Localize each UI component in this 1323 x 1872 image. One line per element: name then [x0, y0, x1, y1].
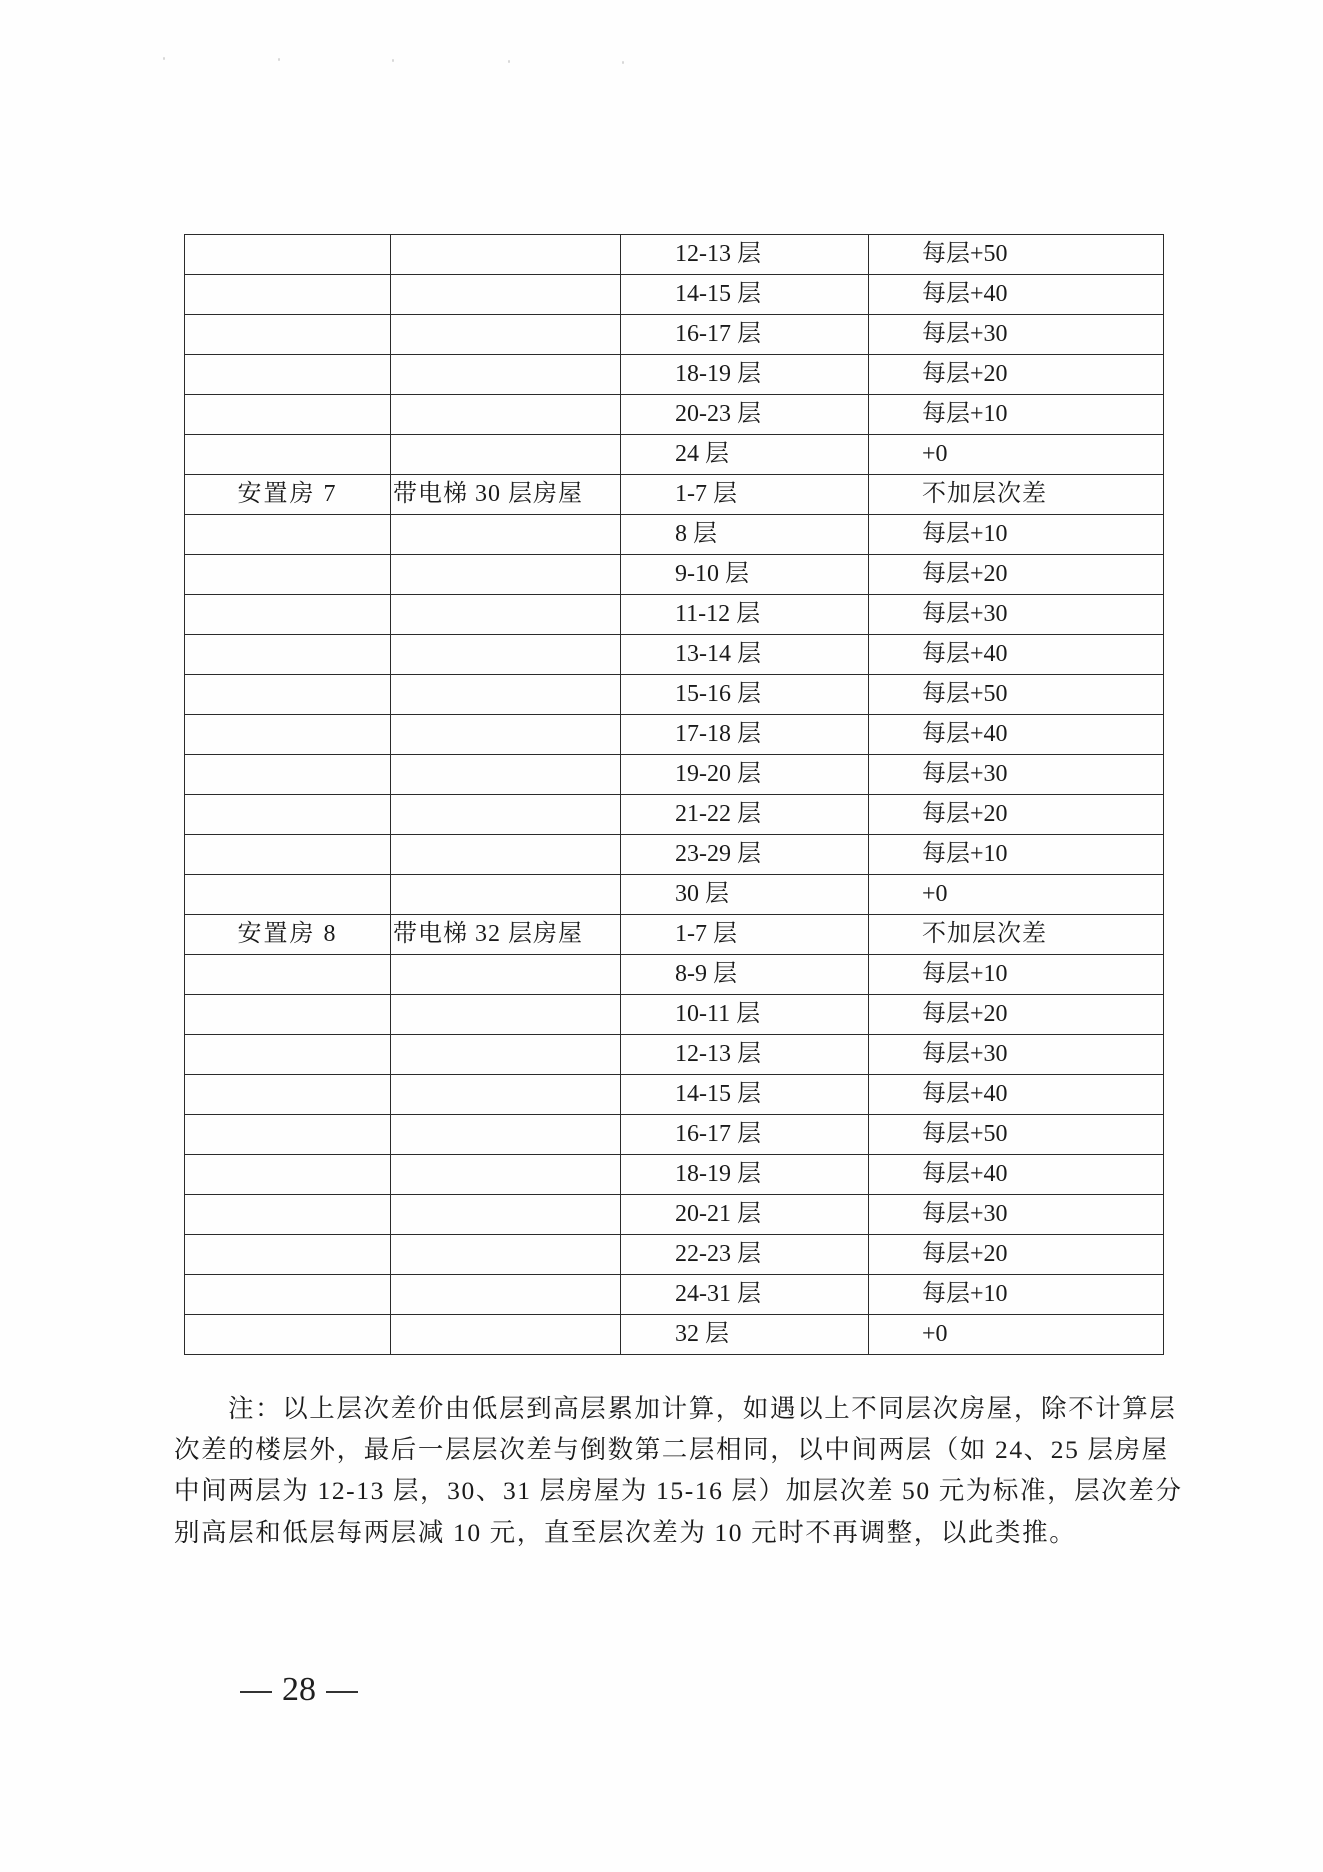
scan-artifact	[163, 57, 165, 60]
note-line: 别高层和低层每两层减 10 元，直至层次差为 10 元时不再调整，以此类推。	[174, 1517, 1077, 1547]
cell-floor-difference: 每层+10	[869, 395, 1164, 435]
cell-house-type	[391, 555, 621, 595]
cell-building	[185, 1155, 391, 1195]
cell-house-type	[391, 1155, 621, 1195]
table-note	[174, 1388, 1183, 1553]
table-row	[185, 835, 1164, 875]
table-row	[185, 1075, 1164, 1115]
cell-floors: 1-7 层	[621, 915, 869, 955]
cell-house-type	[391, 675, 621, 715]
cell-building	[185, 275, 391, 315]
table-row	[185, 915, 1164, 955]
cell-house-type	[391, 355, 621, 395]
cell-building	[185, 595, 391, 635]
cell-house-type	[391, 1235, 621, 1275]
cell-floors: 10-11 层	[621, 995, 869, 1035]
table-row	[185, 435, 1164, 475]
scan-artifact	[622, 61, 624, 64]
cell-floor-difference: 每层+30	[869, 1195, 1164, 1235]
cell-floors: 19-20 层	[621, 755, 869, 795]
table-row	[185, 1155, 1164, 1195]
cell-building	[185, 1035, 391, 1075]
scan-artifact	[392, 59, 394, 62]
table-row	[185, 515, 1164, 555]
page-number-dash-left	[240, 1691, 272, 1693]
cell-building	[185, 355, 391, 395]
cell-building: 安置房 8	[185, 915, 391, 955]
cell-building	[185, 1315, 391, 1355]
cell-floor-difference: 每层+20	[869, 795, 1164, 835]
table-row	[185, 595, 1164, 635]
table-row	[185, 1115, 1164, 1155]
note-line: 注：以上层次差价由低层到高层累加计算，如遇以上不同层次房屋，除不计算层	[228, 1394, 1177, 1423]
cell-house-type	[391, 635, 621, 675]
cell-floors: 12-13 层	[621, 1035, 869, 1075]
cell-floors: 24-31 层	[621, 1275, 869, 1315]
cell-floors: 9-10 层	[621, 555, 869, 595]
cell-floors: 32 层	[621, 1315, 869, 1355]
page-number	[230, 1670, 368, 1710]
table-body	[185, 235, 1164, 1355]
table-row	[185, 715, 1164, 755]
cell-floors: 18-19 层	[621, 355, 869, 395]
cell-floors: 16-17 层	[621, 1115, 869, 1155]
cell-building	[185, 715, 391, 755]
cell-house-type	[391, 835, 621, 875]
cell-building	[185, 835, 391, 875]
table-row	[185, 875, 1164, 915]
cell-building	[185, 1275, 391, 1315]
cell-house-type	[391, 1315, 621, 1355]
cell-floors: 14-15 层	[621, 1075, 869, 1115]
cell-floors: 13-14 层	[621, 635, 869, 675]
cell-floors: 11-12 层	[621, 595, 869, 635]
cell-house-type	[391, 715, 621, 755]
cell-floors: 30 层	[621, 875, 869, 915]
cell-house-type	[391, 395, 621, 435]
table-row	[185, 355, 1164, 395]
cell-floor-difference: 每层+40	[869, 715, 1164, 755]
table-row	[185, 555, 1164, 595]
cell-floor-difference: 不加层次差	[869, 475, 1164, 515]
cell-house-type: 带电梯 30 层房屋	[391, 475, 621, 515]
cell-floor-difference: 每层+20	[869, 995, 1164, 1035]
table-row	[185, 1275, 1164, 1315]
cell-building: 安置房 7	[185, 475, 391, 515]
cell-floor-difference: 每层+30	[869, 1035, 1164, 1075]
cell-house-type	[391, 1275, 621, 1315]
cell-floors: 15-16 层	[621, 675, 869, 715]
cell-house-type	[391, 1195, 621, 1235]
cell-floor-difference: 每层+20	[869, 1235, 1164, 1275]
cell-floor-difference: 每层+40	[869, 635, 1164, 675]
cell-house-type	[391, 1035, 621, 1075]
cell-building	[185, 1075, 391, 1115]
cell-floors: 22-23 层	[621, 1235, 869, 1275]
cell-building	[185, 1195, 391, 1235]
cell-house-type	[391, 275, 621, 315]
cell-house-type	[391, 595, 621, 635]
cell-floor-difference: 每层+30	[869, 595, 1164, 635]
table-row	[185, 1235, 1164, 1275]
cell-floor-difference: +0	[869, 1315, 1164, 1355]
cell-floor-difference: 每层+30	[869, 755, 1164, 795]
cell-building	[185, 635, 391, 675]
cell-floor-difference: 每层+40	[869, 1155, 1164, 1195]
table-row	[185, 1315, 1164, 1355]
scan-artifact	[508, 60, 510, 63]
cell-house-type	[391, 1115, 621, 1155]
table-row	[185, 755, 1164, 795]
cell-house-type: 带电梯 32 层房屋	[391, 915, 621, 955]
cell-floors: 21-22 层	[621, 795, 869, 835]
table-row	[185, 995, 1164, 1035]
cell-house-type	[391, 435, 621, 475]
cell-building	[185, 235, 391, 275]
cell-house-type	[391, 315, 621, 355]
cell-building	[185, 395, 391, 435]
table-row	[185, 1195, 1164, 1235]
table-row	[185, 315, 1164, 355]
cell-building	[185, 675, 391, 715]
table-row	[185, 395, 1164, 435]
table-row	[185, 955, 1164, 995]
cell-house-type	[391, 515, 621, 555]
cell-floor-difference: 每层+20	[869, 355, 1164, 395]
table-row	[185, 1035, 1164, 1075]
table-row	[185, 795, 1164, 835]
cell-house-type	[391, 1075, 621, 1115]
table-row	[185, 475, 1164, 515]
cell-floor-difference: 每层+30	[869, 315, 1164, 355]
page-number-value: 28	[282, 1671, 316, 1708]
cell-floors: 20-23 层	[621, 395, 869, 435]
cell-house-type	[391, 875, 621, 915]
cell-floor-difference: 每层+10	[869, 955, 1164, 995]
cell-floor-difference: 每层+50	[869, 1115, 1164, 1155]
cell-floors: 8 层	[621, 515, 869, 555]
cell-building	[185, 795, 391, 835]
cell-floors: 1-7 层	[621, 475, 869, 515]
cell-floor-difference: 每层+10	[869, 835, 1164, 875]
cell-building	[185, 1235, 391, 1275]
cell-floor-difference: 每层+20	[869, 555, 1164, 595]
cell-floors: 8-9 层	[621, 955, 869, 995]
cell-building	[185, 555, 391, 595]
cell-floors: 18-19 层	[621, 1155, 869, 1195]
cell-house-type	[391, 995, 621, 1035]
cell-floor-difference: 每层+50	[869, 235, 1164, 275]
cell-floor-difference: 每层+40	[869, 275, 1164, 315]
cell-floors: 24 层	[621, 435, 869, 475]
cell-building	[185, 955, 391, 995]
cell-floors: 20-21 层	[621, 1195, 869, 1235]
cell-building	[185, 995, 391, 1035]
cell-floor-difference: 每层+40	[869, 1075, 1164, 1115]
note-line: 次差的楼层外，最后一层层次差与倒数第二层相同，以中间两层（如 24、25 层房屋	[174, 1435, 1169, 1465]
cell-floor-difference: +0	[869, 435, 1164, 475]
scan-artifact	[278, 58, 280, 61]
cell-floors: 17-18 层	[621, 715, 869, 755]
table-row	[185, 675, 1164, 715]
table-row	[185, 235, 1164, 275]
floor-difference-table	[184, 234, 1164, 1355]
table-row	[185, 275, 1164, 315]
cell-building	[185, 875, 391, 915]
cell-house-type	[391, 955, 621, 995]
cell-building	[185, 1115, 391, 1155]
table-row	[185, 635, 1164, 675]
cell-building	[185, 315, 391, 355]
cell-floor-difference: 每层+10	[869, 515, 1164, 555]
cell-floors: 23-29 层	[621, 835, 869, 875]
page-number-dash-right	[326, 1691, 358, 1693]
cell-building	[185, 755, 391, 795]
cell-floor-difference: 不加层次差	[869, 915, 1164, 955]
cell-house-type	[391, 235, 621, 275]
cell-house-type	[391, 795, 621, 835]
cell-floor-difference: +0	[869, 875, 1164, 915]
cell-floor-difference: 每层+50	[869, 675, 1164, 715]
cell-floors: 14-15 层	[621, 275, 869, 315]
cell-building	[185, 515, 391, 555]
cell-floor-difference: 每层+10	[869, 1275, 1164, 1315]
cell-floors: 16-17 层	[621, 315, 869, 355]
cell-house-type	[391, 755, 621, 795]
note-line: 中间两层为 12-13 层，30、31 层房屋为 15-16 层）加层次差 50 元为标准，层次差分	[174, 1476, 1183, 1506]
cell-floors: 12-13 层	[621, 235, 869, 275]
cell-building	[185, 435, 391, 475]
